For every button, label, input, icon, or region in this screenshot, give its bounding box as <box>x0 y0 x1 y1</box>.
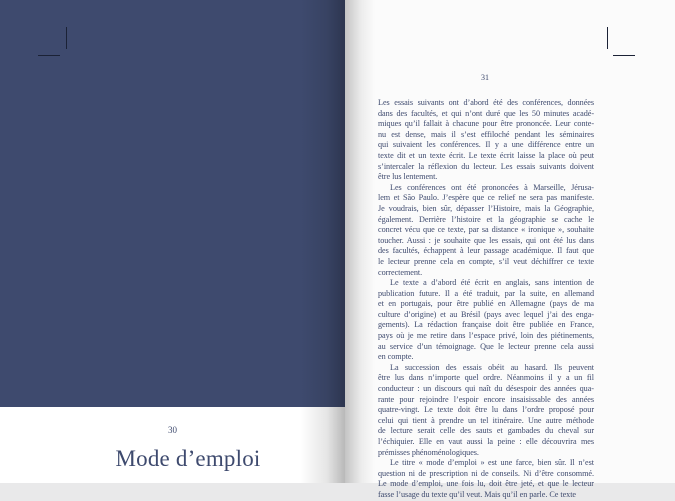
text-line: concret vécu que ce texte, par sa distance « ironique », souhaite <box>378 225 594 235</box>
crop-mark-vertical <box>607 27 608 49</box>
text-line: l’échiquier. Elle en vaut aussi la peine : elle découvrira mes <box>378 437 594 446</box>
text-line: pays où je me retire dans l’espace privé, loin des piétinements, <box>378 331 594 341</box>
paragraph <box>378 458 594 500</box>
text-line: conducteur : un discours qui naît du désespoir des années qua- <box>378 384 594 394</box>
text-line: Le titre « mode d’emploi » est une farce, bien sûr. Il n’est <box>390 458 594 468</box>
text-line: fasse l’usage du texte qu’il veut. Mais qu’il en parle. Ce texte <box>378 489 577 499</box>
text-line: rante pour rejoindre l’espoir encore insaisissable des années <box>378 394 594 404</box>
right-page <box>345 0 675 499</box>
text-line: nu est dense, mais il s’est effiloché pendant les séminaires <box>378 129 594 139</box>
paragraph <box>378 278 594 363</box>
text-line: Je voudrais, bien sûr, dépasser l’Histoire, mais la Géographie, <box>378 203 594 213</box>
paragraph <box>378 183 594 278</box>
text-line: texte dit et un texte écrit. Le texte écrit laisse la place où peut <box>378 150 594 160</box>
text-line: Les conférences ont été prononcées à Marseille, Jérusa- <box>390 182 594 192</box>
text-line: celui qui tient à prendre un tel itinéraire. Une autre méthode <box>378 415 594 425</box>
text-line: publication future. Il a été traduit, par la suite, en allemand <box>378 288 594 298</box>
paragraph <box>378 98 594 183</box>
text-line: en compte. <box>378 352 414 362</box>
text-line: Le texte a d’abord été écrit en anglais, sans intention de <box>390 278 594 288</box>
text-line: miques qu’il fallait à chacune pour être prononcée. Leur conte- <box>378 119 594 129</box>
gutter-shadow <box>300 0 345 483</box>
text-line: Les essais suivants ont d’abord été des conférences, données <box>378 98 594 107</box>
text-line: qui suivaient les conférences. Il y a une différence entre un <box>378 140 594 150</box>
chapter-title: Mode d’emploi <box>115 446 261 471</box>
text-line: au service d’un témoignage. Que le lecteur prenne cela aussi <box>378 341 594 351</box>
text-line: le lecteur prenne cela en compte, s’il veut déchiffrer ce texte <box>378 256 594 266</box>
body-text <box>378 98 594 501</box>
text-line: culture d’origine) et au Brésil (pays avec lequel j’ai des enga- <box>378 309 594 319</box>
blue-color-block <box>0 0 345 407</box>
left-page <box>0 0 345 483</box>
crop-mark-horizontal <box>613 55 635 56</box>
text-line: question ni de prescription ni de conseils. Ni d’être consommé. <box>378 468 594 478</box>
page-number: 30 <box>168 425 177 435</box>
text-line: La succession des essais obéit au hasard. Ils peuvent <box>390 362 594 372</box>
text-line: lem et São Paulo. J’espère que ce relief ne sera pas manifeste. <box>378 193 594 203</box>
text-line: correctement. <box>378 267 423 277</box>
text-line: toucher. Aussi : je souhaite que les essais, qui ont été lus dans <box>378 235 594 245</box>
text-line: prémisses phénoménologiques. <box>378 447 479 457</box>
text-line: être lus dans n’importe quel ordre. Néanmoins il y a un fil <box>378 373 594 383</box>
text-line: des facultés, échappent à leur passage académique. Il faut que <box>378 246 594 256</box>
text-line: quatre-vingt. Le texte doit être lu dans l’ordre proposé pour <box>378 405 594 415</box>
text-line: et en portugais, pour être publié en Allemagne (pays de ma <box>378 299 594 309</box>
text-line: de lecture serait celle des sauts et gambades du cheval sur <box>378 426 594 436</box>
text-line: Le mode d’emploi, une fois lu, doit être jeté, et que le lecteur <box>378 479 594 489</box>
crop-mark-horizontal <box>38 55 60 56</box>
text-line: dans des facultés, et qui n’ont duré que les 50 minutes acadé- <box>378 108 594 118</box>
text-line: s’intercaler la réflexion du lecteur. Les essais suivants doivent <box>378 161 594 171</box>
text-line: également. Derrière l’histoire et la géographie se cache le <box>378 214 594 224</box>
text-line: être lus lentement. <box>378 172 438 182</box>
crop-mark-vertical <box>66 27 67 49</box>
page-number: 31 <box>481 73 489 82</box>
paragraph <box>378 363 594 458</box>
text-line: gements). La rédaction française doit être publiée en France, <box>378 320 594 330</box>
